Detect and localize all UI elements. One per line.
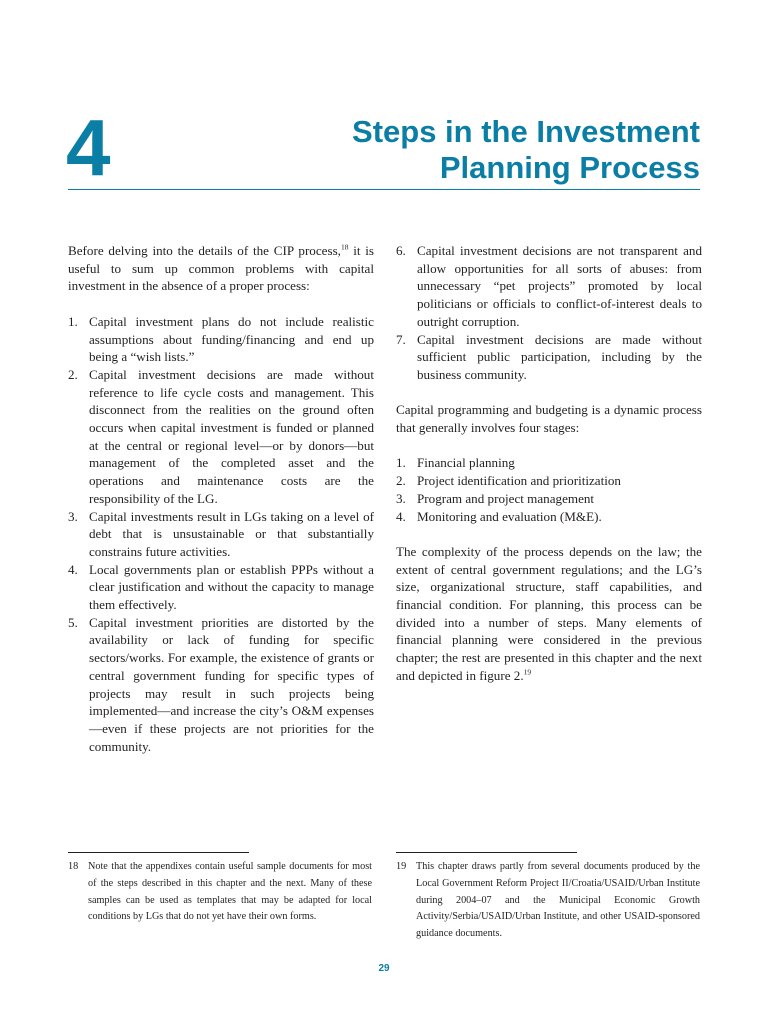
complexity-paragraph [396, 543, 702, 685]
chapter-title [352, 114, 700, 186]
footnote-text: This chapter draws partly from several documents produced by the Local Government Reform Project II/Croatia/USAID/Urban Institute during 2004–07 and the Municipal Economic Growth Activity/Serbia/USAID/Urban Institute, and other USAID-sponsored guidance documents. [416, 861, 700, 940]
list-item-text: Capital investment decisions are not transparent and allow opportunities for all sorts of abuses: from unnecessary “pet projects” promoted by local politicians or officials to conflict-of-interest deals to outright corruption. [417, 243, 702, 329]
list-item-number: 4. [396, 508, 406, 524]
list-item-text: Monitoring and evaluation (M&E). [417, 508, 602, 524]
list-item [68, 366, 374, 508]
list-item [396, 242, 702, 331]
footnote-text: Note that the appendixes contain useful sample documents for most of the steps described in this chapter and the next. Many of these samples can be used as templates that may be adapted for local conditions by LGs that do not yet have their own forms. [88, 861, 372, 923]
list-item-text: Capital investments result in LGs taking on a level of debt that is unsustainable or that substantially constrains future activities. [89, 508, 374, 559]
left-column [68, 242, 374, 773]
list-item-text: Project identification and prioritization [417, 473, 621, 489]
footnote-ref-18: 18 [340, 242, 349, 252]
list-item-text: Capital investment priorities are distorted by the availability or lack of funding for specific sectors/works. For example, the existence of grants or central government funding for specific types of projects may result in such projects being implemented—and increase the city’s O&M expenses—even if these projects are not priorities for the community. [89, 614, 374, 754]
intro-text-before: Before delving into the details of the CIP process, [68, 243, 341, 258]
stages-intro-paragraph: Capital programming and budgeting is a dynamic process that generally involves four stages: [396, 402, 702, 436]
chapter-number: 4 [66, 103, 111, 192]
footnote-number: 18 [68, 861, 79, 872]
list-item [396, 472, 702, 490]
footnote-divider-left [68, 852, 249, 853]
list-item-number: 2. [396, 473, 406, 489]
list-item-text: Financial planning [417, 455, 515, 471]
page-number: 29 [378, 963, 390, 974]
title-divider [68, 189, 700, 190]
list-item-text: Capital investment plans do not include realistic assumptions about funding/financing and end up being a “wish lists.” [89, 313, 374, 365]
list-item-number: 7. [396, 331, 406, 347]
list-item-number: 4. [68, 561, 78, 577]
list-item-number: 6. [396, 243, 406, 258]
list-item-number: 3. [396, 490, 406, 506]
intro-text-after: it is useful to sum up common problems with capital investment in the absence of a proper process: [68, 243, 375, 294]
footnote-19 [396, 859, 700, 943]
stages-list [396, 454, 702, 525]
list-item [68, 508, 374, 561]
list-item-text: Capital investment decisions are made without reference to life cycle costs and management. This disconnect from the realities on the ground often occurs when capital investment is funded or planned at the central or regional level—or by donors—but management of the completed asset and the operations and maintenance costs are the responsibility of the LG. [89, 366, 374, 506]
list-item [396, 454, 702, 472]
list-item-text: Capital investment decisions are made without sufficient public participation, including by the business community. [417, 331, 702, 382]
problems-list [68, 313, 374, 756]
right-column [396, 242, 702, 702]
footnote-18 [68, 859, 372, 926]
list-item [396, 490, 702, 508]
list-item [396, 508, 702, 526]
problems-list-continued [396, 242, 702, 384]
footnote-number: 19 [396, 861, 407, 872]
list-item [68, 561, 374, 614]
chapter-title-line-1: Steps in the Investment [352, 114, 700, 149]
complexity-text: The complexity of the process depends on the law; the extent of central government regulations; and the LG’s size, organizational structure, staff capabilities, and financial condition. For planning, this process can be divided into a number of steps. Many elements of financial planning were considered in the previous chapter; the rest are presented in this chapter and the next and depicted in figure 2. [396, 543, 702, 683]
list-item-text: Local governments plan or establish PPPs without a clear justification and without the capacity to manage them effectively. [89, 561, 374, 613]
intro-paragraph [68, 242, 374, 295]
list-item [396, 331, 702, 384]
list-item-number: 1. [68, 313, 78, 329]
list-item-text: Program and project management [417, 490, 595, 506]
footnote-divider-right [396, 852, 577, 853]
list-item [68, 614, 374, 756]
chapter-title-line-2: Planning Process [439, 150, 700, 185]
list-item-number: 2. [68, 366, 78, 382]
list-item-number: 3. [68, 508, 78, 524]
footnote-ref-19: 19 [523, 667, 532, 677]
list-item-number: 5. [68, 614, 78, 630]
list-item-number: 1. [396, 455, 406, 471]
list-item [68, 313, 374, 366]
